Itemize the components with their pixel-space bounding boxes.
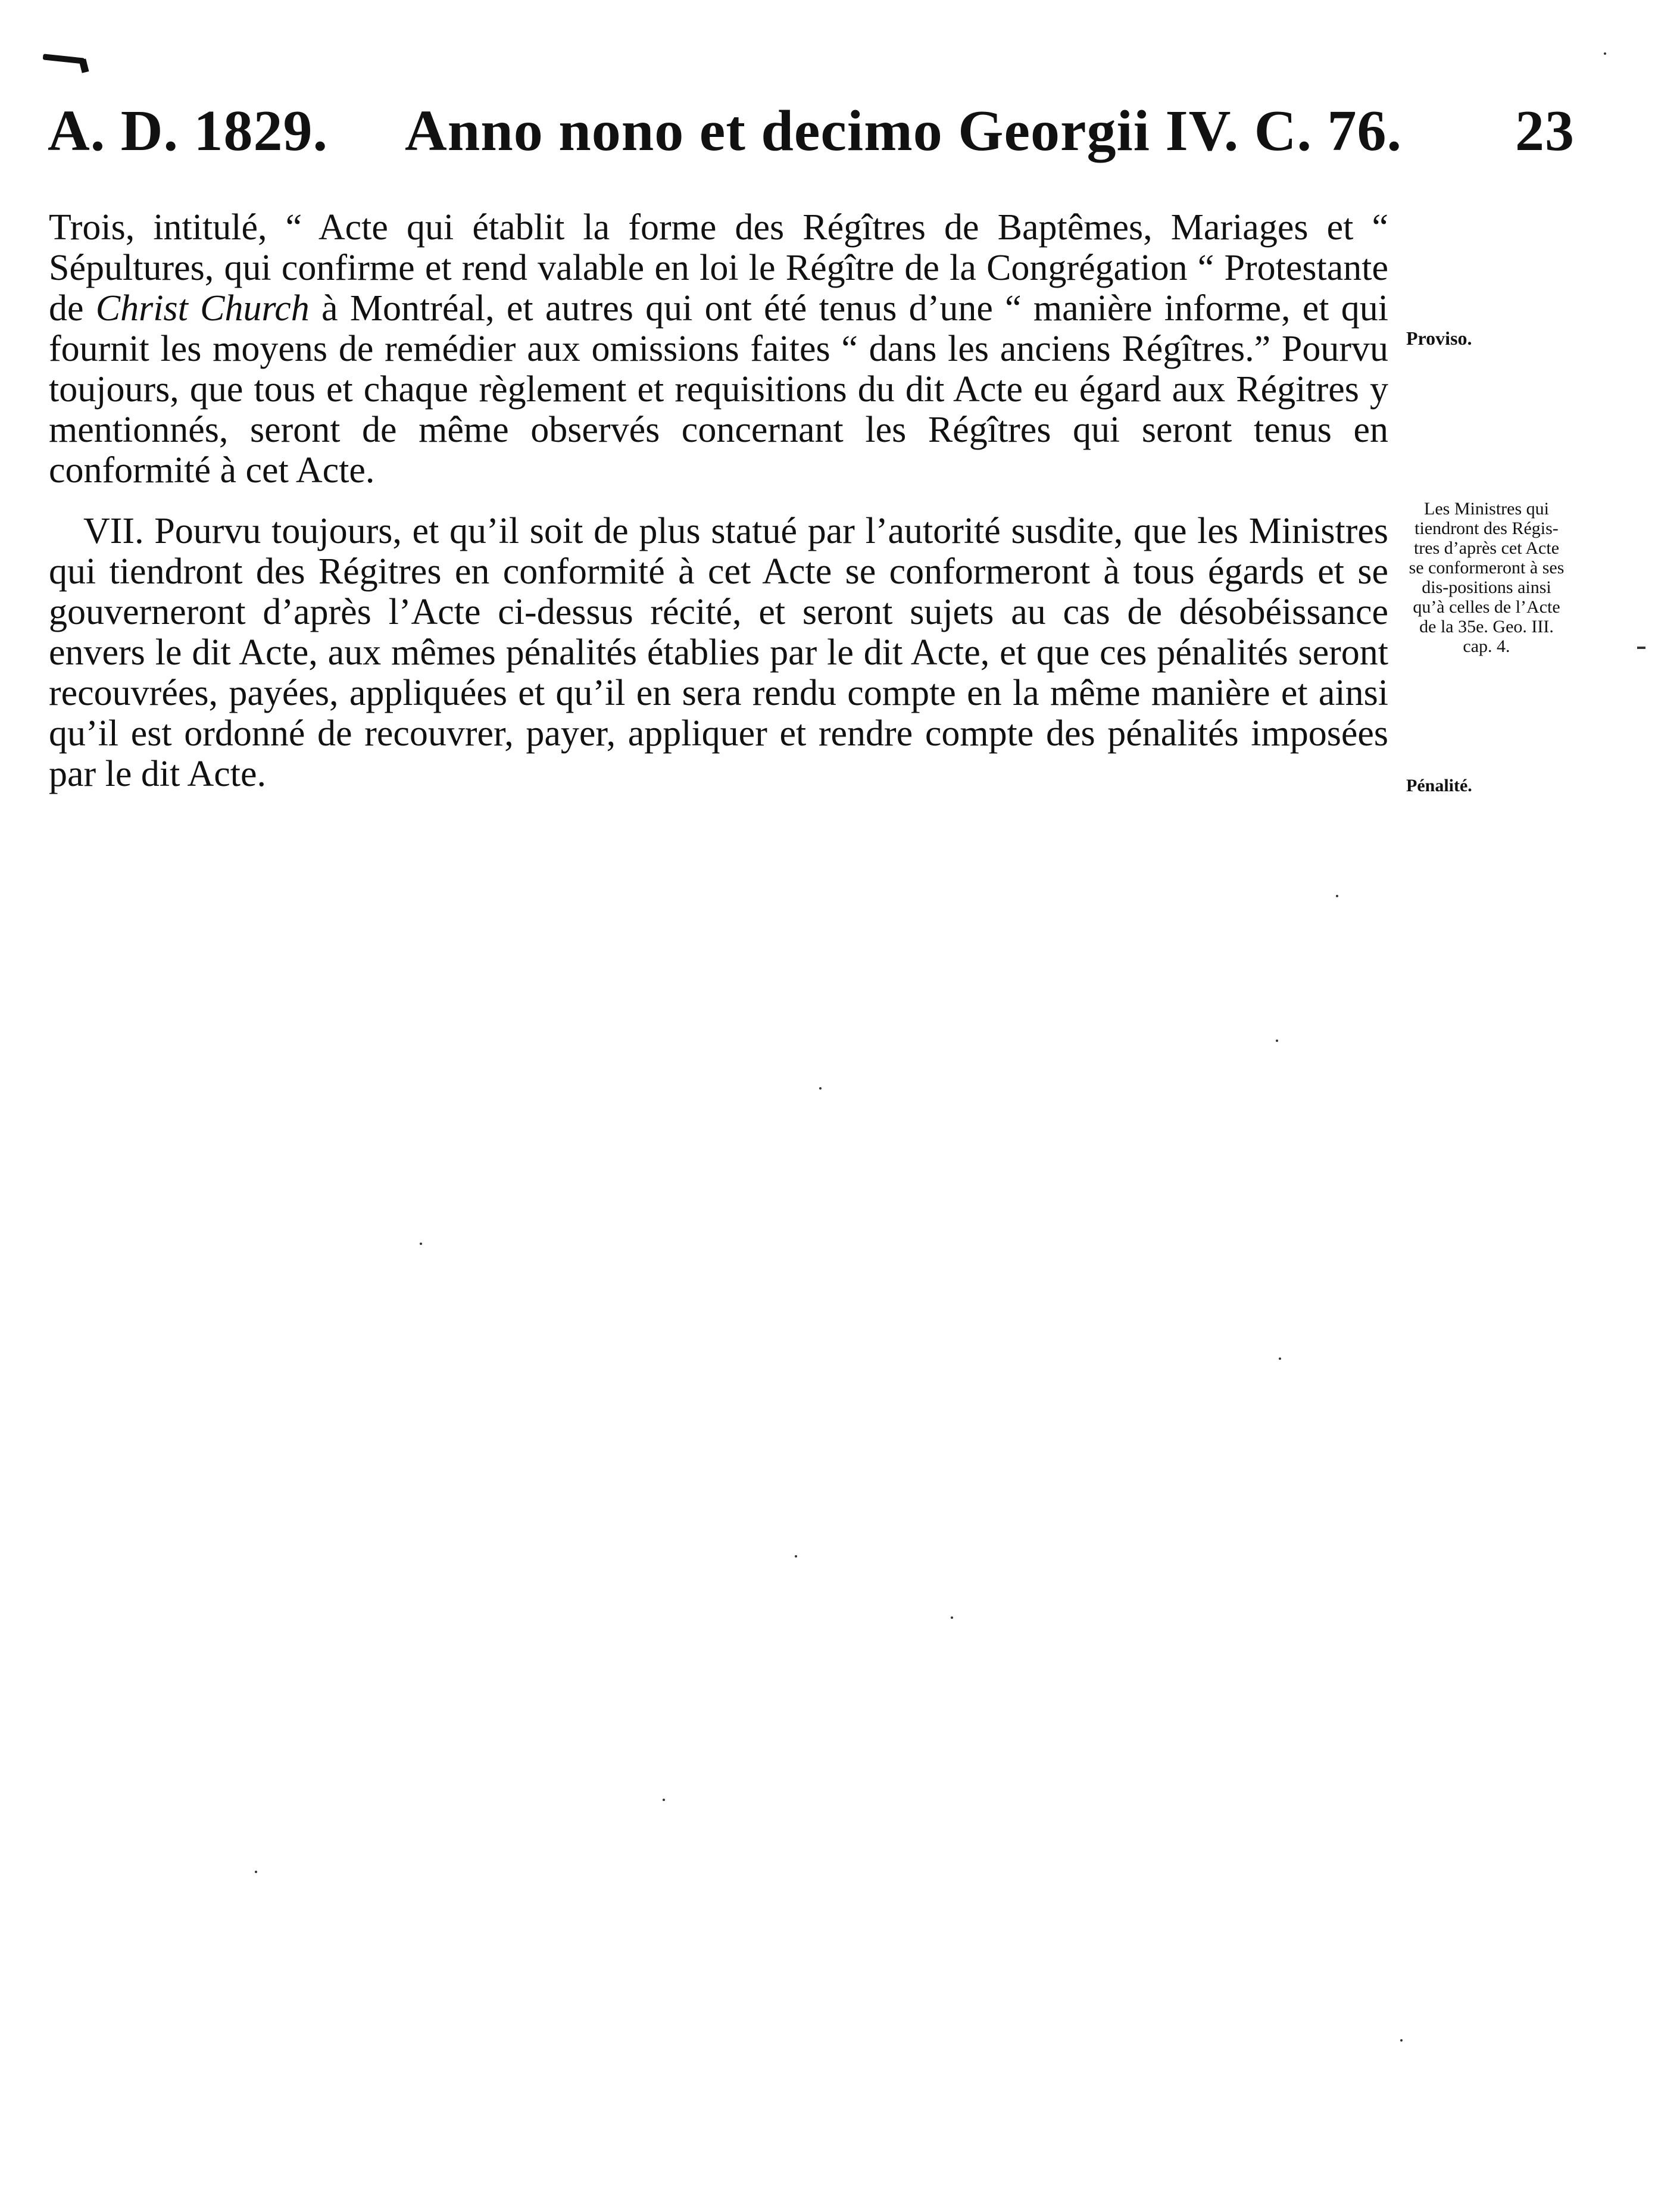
- running-head: [48, 95, 1595, 167]
- header-year: A. D. 1829.: [48, 99, 329, 163]
- paragraph-1-after-italic: à Montréal, et autres qui ont été tenus d’une “ manière informe, et qui fournit les moyens de remédier aux omissions faites “ dans les anciens Régîtres.” Pourvu toujours, que tous et chaque règlement et requisitions du dit Acte eu égard aux Régitres y mentionnés, seront de même observés concernant les Régîtres qui seront tenus en conformité à cet Acte.: [49, 288, 1389, 491]
- scan-speck: [255, 1871, 257, 1873]
- page-number: 23: [1515, 99, 1575, 163]
- scan-speck: [951, 1616, 953, 1619]
- scan-speck: [1400, 2039, 1403, 2042]
- scan-speck: [1604, 52, 1606, 55]
- scan-speck: [663, 1799, 665, 1801]
- scan-speck: [1336, 895, 1338, 897]
- margin-note-penalite: Pénalité.: [1406, 776, 1472, 795]
- paragraph-continuation: [49, 207, 1388, 491]
- margin-note-ministres: Les Ministres qui tiendront des Régis-tres d’après cet Acte se conformeront à ses dis-positions ainsi qu’à celles de l’Acte de la 35e. Geo. III. cap. 4.: [1409, 499, 1565, 656]
- scan-speck: [795, 1555, 797, 1558]
- margin-dash-mark: [1637, 647, 1645, 649]
- section-vii: [49, 511, 1388, 794]
- corner-print-mark: [43, 54, 85, 64]
- section-vii-text: VII. Pourvu toujours, et qu’il soit de plus statué par l’autorité susdite, que les Ministres qui tiendront des Régitres en conformité à cet Acte se conformeront à tous égards et se gouverneront d’après l’Acte ci-dessus récité, et seront sujets au cas de désobéissance envers le dit Acte, aux mêmes pénalités établies par le dit Acte, et que ces pénalités seront recouvrées, payées, appliquées et qu’il en sera rendu compte en la même manière et ainsi qu’il est ordonné de recouvrer, payer, appliquer et rendre compte des pénalités imposées par le dit Acte.: [49, 511, 1388, 794]
- paragraph-1-italic-christ-church: Christ Church: [95, 288, 310, 329]
- header-title: Anno nono et decimo Georgii IV. C. 76.: [405, 99, 1403, 163]
- scan-speck: [1279, 1357, 1281, 1360]
- scan-speck: [819, 1087, 822, 1090]
- paragraph-1-text: [49, 207, 1388, 491]
- scan-speck: [1276, 1040, 1278, 1042]
- scan-speck: [420, 1243, 422, 1245]
- paragraph-1-before-italic: Trois, intitulé, “ Acte qui établit la forme des Régîtres de Baptêmes, Mariages et “ Sépultures, qui confirme et rend valable en loi le Régître de la Congrégation “ Protestante de: [49, 207, 1388, 329]
- margin-note-proviso: Proviso.: [1406, 327, 1472, 349]
